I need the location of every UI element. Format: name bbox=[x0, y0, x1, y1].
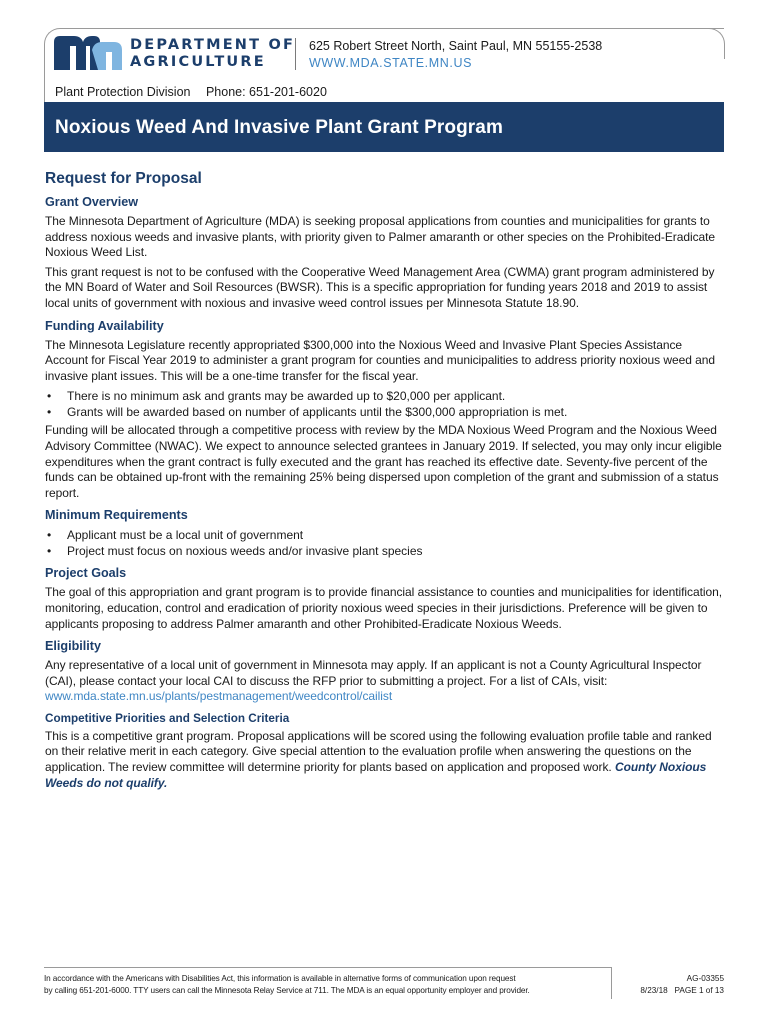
footer-line-2: by calling 651-201-6000. TTY users can call the Minnesota Relay Service at 711. The MDA is an equal opportunity employer and provider. bbox=[44, 986, 530, 995]
eligibility-section bbox=[45, 639, 723, 705]
project-goals-section bbox=[45, 566, 723, 632]
funding-heading: Funding Availability bbox=[45, 318, 164, 333]
funding-details: Funding will be allocated through a competitive process with review by the MDA Noxious Weed Program and the Noxious Weed Advisory Committee (NWAC). We expect to announce selected grantees in January 2019. If selected, you may only incur eligible expenditures when the grant contract is fully executed and the grant has reached its effective date. Seventy-five percent of the funds can be obtained up-front with the remaining 25% being dispersed upon completion of the grant and submission of a status report. bbox=[45, 423, 722, 500]
criteria-body: This is a competitive grant program. Proposal applications will be scored using the following evaluation profile table and ranked on their relative merit in each category. Give special attention to the evaluation profile when answering the questions on the application. The review committee will determine priority for plants based on application and proposed work. bbox=[45, 728, 712, 775]
phone: Phone: 651-201-6020 bbox=[205, 85, 327, 99]
eligibility-body: Any representative of a local unit of government in Minnesota may apply. If an applicant is not a County Agricultural Inspector (CAI), please contact your local CAI to discuss the RFP prior to submitting a project. For a list of CAIs, visit: bbox=[45, 658, 702, 688]
footer-notice bbox=[44, 973, 604, 997]
footer-divider bbox=[611, 967, 612, 999]
header-divider bbox=[295, 38, 296, 70]
footer-rule bbox=[44, 967, 611, 968]
criteria-section bbox=[45, 712, 723, 791]
funding-list bbox=[45, 388, 723, 420]
org-name bbox=[130, 37, 295, 71]
cai-list-link[interactable]: www.mda.state.mn.us/plants/pestmanagement/weedcontrol/cailist bbox=[45, 689, 393, 704]
org-line-2: AGRICULTURE bbox=[130, 54, 266, 70]
criteria-text bbox=[45, 729, 723, 791]
criteria-emphasis: County Noxious Weeds do not qualify. bbox=[45, 760, 707, 790]
list-item: • Applicant must be a local unit of government bbox=[45, 527, 723, 543]
page-title: Noxious Weed And Invasive Plant Grant Program bbox=[55, 117, 503, 138]
rfp-heading: Request for Proposal bbox=[45, 170, 202, 187]
minimum-requirements-heading: Minimum Requirements bbox=[45, 508, 188, 523]
eligibility-text bbox=[45, 658, 723, 705]
grant-overview-section bbox=[45, 195, 723, 312]
mn-logo bbox=[54, 36, 124, 70]
requirements-list bbox=[45, 527, 723, 559]
grant-overview-heading: Grant Overview bbox=[45, 195, 139, 209]
doc-id: AG-03355 bbox=[686, 974, 724, 983]
website-link[interactable]: WWW.MDA.STATE.MN.US bbox=[309, 56, 473, 70]
doc-date: 8/23/18 bbox=[640, 986, 668, 995]
eligibility-heading: Eligibility bbox=[45, 639, 101, 654]
footer-meta bbox=[640, 973, 724, 997]
funding-intro: The Minnesota Legislature recently appropriated $300,000 into the Noxious Weed and Invasive Plant Species Assistance Account for Fiscal Year 2019 to administer a grant program for counties and municipalities to address priority noxious weed and invasive plant issues. This will be a one-time transfer for the fiscal year. bbox=[45, 337, 716, 383]
page-number: PAGE 1 of 13 bbox=[674, 986, 724, 995]
document-body bbox=[45, 170, 723, 798]
sub-header bbox=[55, 85, 339, 99]
list-item: • There is no minimum ask and grants may be awarded up to $20,000 per applicant. bbox=[45, 388, 723, 404]
title-bar bbox=[44, 102, 724, 152]
funding-section bbox=[45, 319, 723, 502]
criteria-heading: Competitive Priorities and Selection Criteria bbox=[45, 711, 290, 725]
minimum-requirements-section bbox=[45, 508, 723, 559]
grant-overview-paragraph: This grant request is not to be confused with the Cooperative Weed Management Area (CWMA) grant program administered by the MN Board of Water and Soil Resources (BWSR). This is a specific appropriation for funding years 2018 and 2019 to assist local units of government with noxious and invasive weed control issues per Minnesota Statute 18.90. bbox=[45, 264, 715, 310]
grant-overview-paragraph: The Minnesota Department of Agriculture (MDA) is seeking proposal applications from counties and municipalities for grants to address noxious weeds and invasive plants, with priority given to Palmer amaranth or other species on the Prohibited-Eradicate Noxious Weed List. bbox=[45, 214, 716, 260]
project-goals-text: The goal of this appropriation and grant program is to provide financial assistance to counties and municipalities for identification, monitoring, education, control and eradication of priority noxious weed species in their jurisdictions. Preference will be given to applicants proposing to address Palmer amaranth and other Prohibited-Eradicate Noxious Weeds. bbox=[45, 585, 723, 631]
org-line-1: DEPARTMENT OF bbox=[130, 37, 296, 53]
division: Plant Protection Division bbox=[55, 85, 191, 99]
list-item: • Grants will be awarded based on number of applicants until the $300,000 appropriation is met. bbox=[45, 404, 723, 420]
project-goals-heading: Project Goals bbox=[45, 566, 127, 581]
list-item: • Project must focus on noxious weeds and/or invasive plant species bbox=[45, 543, 723, 559]
footer-date-page bbox=[640, 985, 724, 997]
address: 625 Robert Street North, Saint Paul, MN 55155-2538 bbox=[309, 39, 603, 53]
footer-line-1: In accordance with the Americans with Disabilities Act, this information is available in alternative forms of communication upon request bbox=[44, 974, 516, 983]
